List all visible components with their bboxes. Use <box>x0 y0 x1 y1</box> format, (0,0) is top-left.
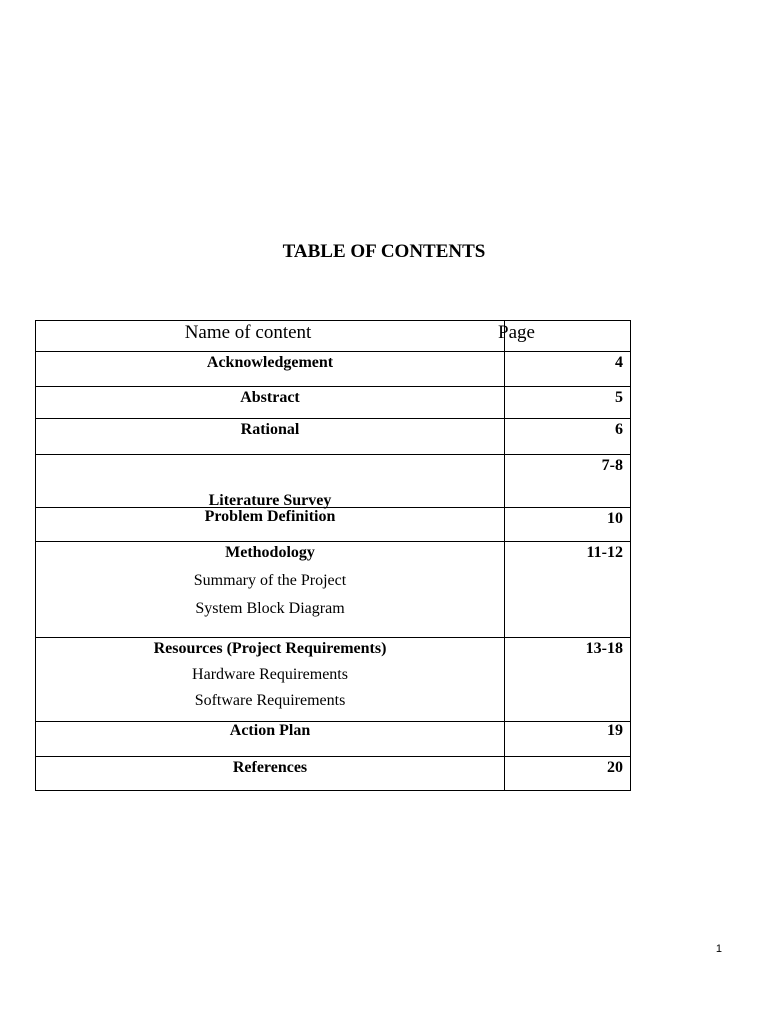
toc-entry-name: Acknowledgement <box>206 354 334 371</box>
toc-subentry: Summary of the Project <box>193 572 347 589</box>
toc-table <box>35 320 631 791</box>
toc-entry-page: 19 <box>607 722 623 739</box>
toc-entry-name: References <box>232 759 308 776</box>
toc-entry-page: 4 <box>615 354 623 371</box>
toc-header-row <box>36 321 631 352</box>
toc-entry-page: 7-8 <box>601 457 623 474</box>
toc-entry-name: Problem Definition <box>204 508 336 525</box>
toc-entry-page: 13-18 <box>585 640 623 657</box>
toc-entry-page: 11-12 <box>586 544 623 561</box>
toc-header-page: Page <box>498 322 535 343</box>
toc-row <box>36 387 631 419</box>
toc-header-name: Name of content <box>184 322 312 343</box>
toc-row <box>36 757 631 791</box>
toc-entry-name: Rational <box>240 421 300 438</box>
toc-entry-page: 5 <box>615 389 623 406</box>
toc-entry-page: 10 <box>607 510 623 527</box>
toc-entry-page: 20 <box>607 759 623 776</box>
toc-row <box>36 722 631 757</box>
toc-entry-name: Resources (Project Requirements) <box>153 640 387 657</box>
toc-entry-page: 6 <box>615 421 623 438</box>
document-title: TABLE OF CONTENTS <box>282 241 486 262</box>
page-number: 1 <box>715 943 722 955</box>
toc-row <box>36 352 631 387</box>
toc-subentry: Software Requirements <box>194 692 346 709</box>
toc-row <box>36 638 631 722</box>
toc-row <box>36 508 631 542</box>
toc-subentry: System Block Diagram <box>195 600 345 617</box>
toc-entry-name: Action Plan <box>229 722 311 739</box>
toc-row <box>36 542 631 638</box>
toc-subentry: Hardware Requirements <box>192 666 348 683</box>
toc-row <box>36 455 631 508</box>
toc-entry-name: Abstract <box>240 389 300 406</box>
toc-header-page-cell <box>498 321 631 352</box>
toc-row <box>36 419 631 455</box>
toc-entry-name: Literature Survey <box>208 492 332 509</box>
toc-header-name-cell <box>36 321 505 352</box>
toc-entry-name: Methodology <box>225 544 315 561</box>
